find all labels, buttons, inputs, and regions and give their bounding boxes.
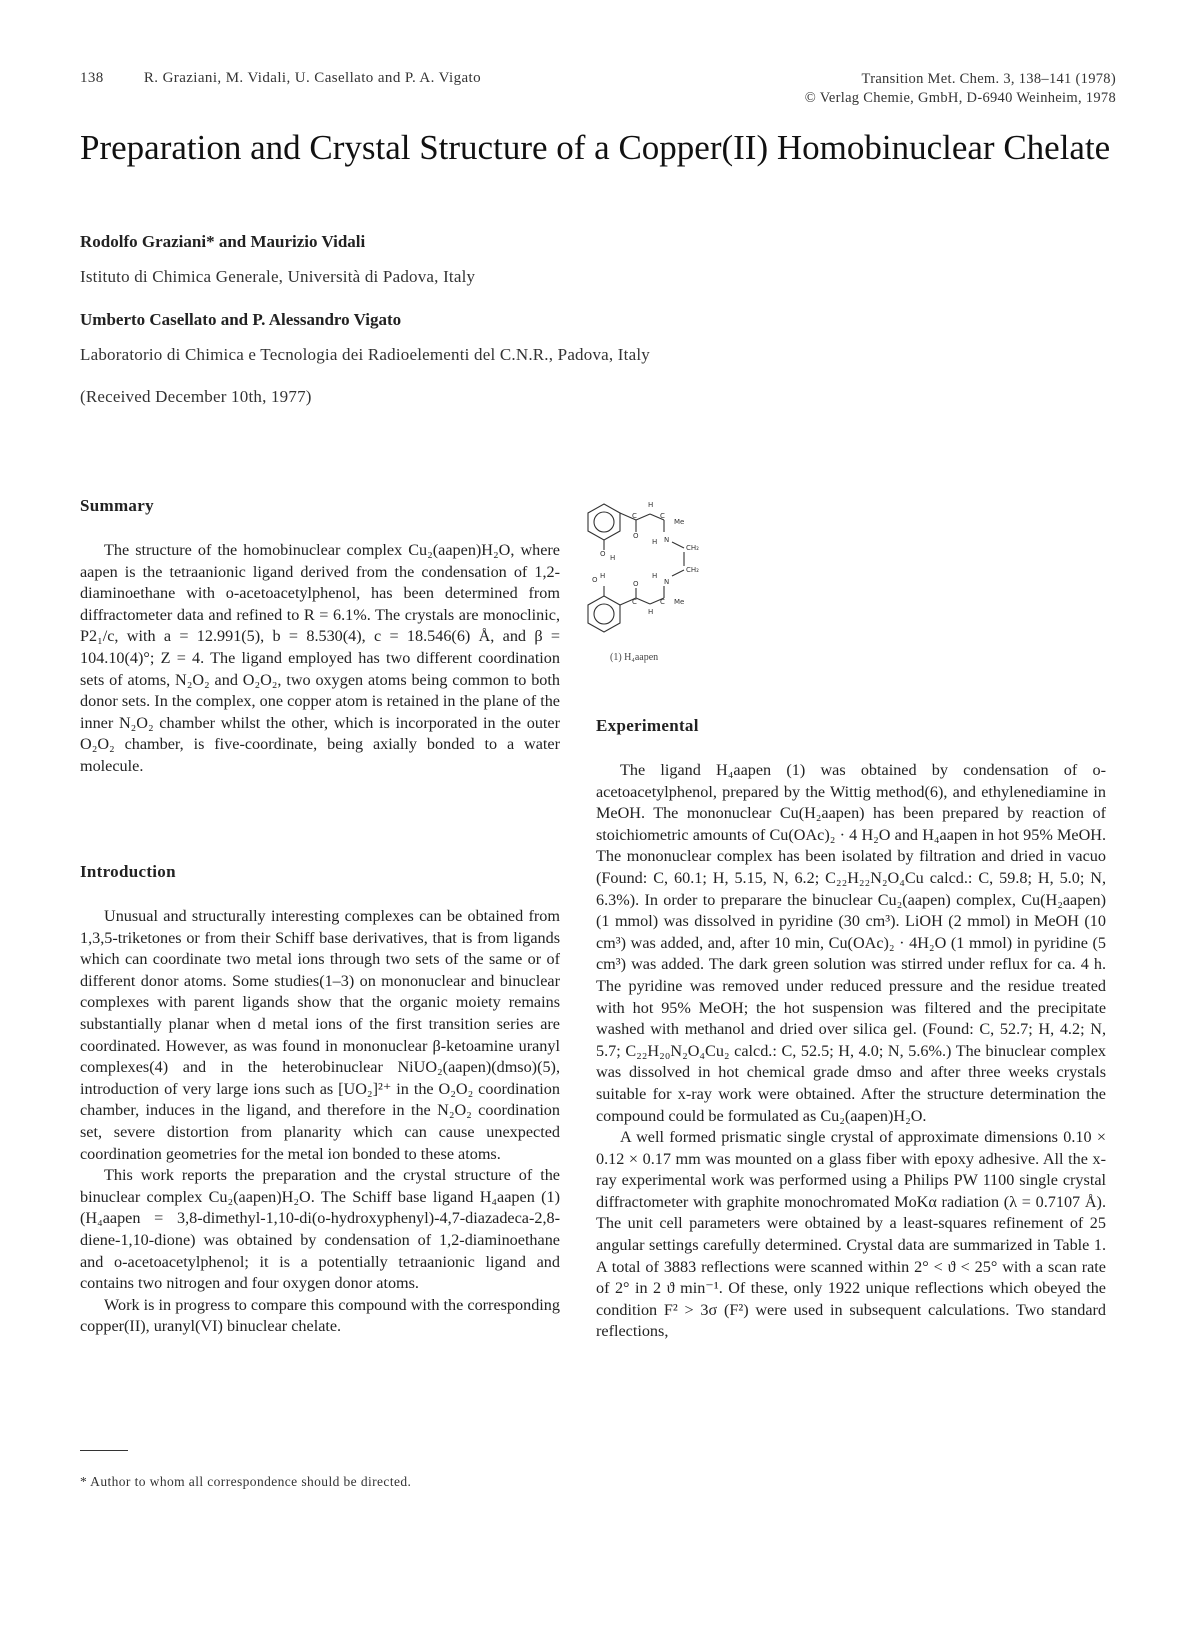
structure-label: CH₂ — [686, 566, 699, 574]
structure-label: CH₂ — [686, 544, 699, 552]
structure-label: O — [592, 576, 598, 584]
introduction-paragraph-3: Work is in progress to compare this compound with the corresponding copper(II), uranyl(VI) binuclear chelate. — [80, 1295, 560, 1336]
benzene-ring-top — [588, 504, 620, 540]
structure-label: C — [632, 598, 637, 606]
structure-label: C — [632, 512, 637, 520]
structure-label: H — [610, 554, 616, 562]
author-group-2: Umberto Casellato and P. Alessandro Vigato — [80, 310, 402, 329]
running-header-left — [80, 70, 481, 87]
experimental-paragraph-1: The ligand H₄aapen (1) was obtained by condensation of o-acetoacetylphenol, prepared by the Wittig method(6), and ethylenediamine in MeOH. The mononuclear Cu(H₂aapen) has been prepared by reaction of stoichiometric amounts of Cu(OAc)₂ · 4 H₂O and H₄aapen in hot 95% MeOH. The mononuclear complex has been isolated by filtration and dried in vacuo (Found: C, 60.1; H, 5.15, N, 6.2; C₂₂H₂₂N₂O₄Cu calcd.: C, 59.8; H, 5.0; N, 6.3%). In order to preparare the binuclear Cu₂(aapen) complex, Cu(H₂aapen) (1 mmol) was dissolved in pyridine (30 cm³). LiOH (2 mmol) in MeOH (10 cm³) was added, and, after 10 min, Cu(OAc)₂ · 4H₂O (1 mmol) in pyridine (5 cm³) was added. The dark green solution was stirred under reflux for ca. 4 h. The pyridine was removed under reduced pressure and the residue treated with hot 95% MeOH; the hot suspension was filtered and the precipitate washed with methanol and dried over silica gel. (Found: C, 52.7; H, 4.2; N, 5.7; C₂₂H₂₀N₂O₄Cu₂ calcd.: C, 52.5; H, 4.0; N, 5.6%.) The binuclear complex was dissolved in hot chemical grade dmso and after three weeks crystals suitable for x-ray work were obtained. After the structure determination the compound could be formulated as Cu₂(aapen)H₂O. — [596, 761, 1106, 1125]
structure-label: O — [600, 550, 606, 558]
structure-caption: (1) H₄aapen — [610, 652, 659, 663]
introduction-heading: Introduction — [80, 862, 176, 881]
experimental-heading: Experimental — [596, 716, 699, 735]
summary-body — [80, 540, 560, 778]
publisher-line: © Verlag Chemie, GmbH, D-6940 Weinheim, 1978 — [804, 90, 1116, 106]
structure-label: H — [652, 538, 658, 546]
structure-label: N — [664, 578, 670, 586]
structure-label: O — [633, 532, 639, 540]
structure-label: H — [648, 608, 654, 616]
footnote-rule — [80, 1450, 128, 1451]
structure-label: N — [664, 536, 670, 544]
journal-citation: Transition Met. Chem. 3, 138–141 (1978) — [861, 71, 1116, 87]
structure-label: H — [648, 501, 654, 509]
ligand-structure-diagram — [584, 494, 724, 644]
author-group-1: Rodolfo Graziani* and Maurizio Vidali — [80, 232, 366, 251]
structure-label: Me — [674, 518, 685, 526]
structure-label: H — [652, 572, 658, 580]
article-title: Preparation and Crystal Structure of a Copper(II) Homobinuclear Chelate — [80, 128, 1111, 167]
affiliation-2: Laboratorio di Chimica e Tecnologia dei Radioelementi del C.N.R., Padova, Italy — [80, 345, 650, 364]
structure-label: C — [660, 512, 665, 520]
introduction-paragraph-2: This work reports the preparation and the crystal structure of the binuclear complex Cu₂(aapen)H₂O. The Schiff base ligand H₄aapen (1) (H₄aapen = 3,8-dimethyl-1,10-di(o-hydroxyphenyl)-4,7-diazadeca-2,8-diene-1,10-dione) was obtained by condensation of 1,2-diaminoethane and o-acetoacetylphenol; it is a potentially tetraanionic ligand and contains two nitrogen and four oxygen donor atoms. — [80, 1166, 560, 1293]
experimental-paragraph-2: A well formed prismatic single crystal of approximate dimensions 0.10 × 0.12 × 0.17 mm was mounted on a glass fiber with epoxy adhesive. All the x-ray experimental work was performed using a Philips PW 1100 single crystal diffractometer with graphite monochromated MoKα radiation (λ = 0.7107 Å). The unit cell parameters were obtained by a least-squares refinement of 25 angular settings carefully determined. Crystal data are summarized in Table 1. A total of 3883 reflections were scanned within 2° < ϑ < 25° with a scan rate of 2° in 2 ϑ min⁻¹. Of these, only 1922 unique reflections which obeyed the condition F² > 3σ (F²) were used in subsequent calculations. Two standard reflections, — [596, 1128, 1106, 1341]
structure-label: H — [600, 572, 606, 580]
received-date: (Received December 10th, 1977) — [80, 387, 312, 406]
summary-heading: Summary — [80, 496, 154, 515]
structure-label: Me — [674, 598, 685, 606]
structure-label: O — [633, 580, 639, 588]
introduction-body — [80, 906, 560, 1338]
affiliation-1: Istituto di Chimica Generale, Università di Padova, Italy — [80, 267, 476, 286]
experimental-body — [596, 760, 1106, 1343]
page-number: 138 — [80, 70, 104, 86]
benzene-ring-bottom — [588, 596, 620, 632]
structure-label: C — [660, 598, 665, 606]
footnote: * Author to whom all correspondence should be directed. — [80, 1474, 412, 1489]
summary-text: The structure of the homobinuclear complex Cu₂(aapen)H₂O, where aapen is the tetraanionic ligand derived from the condensation of 1,2-diaminoethane with o-acetoacetylphenol, has been determined from diffractometer data and refined to R = 6.1%. The crystals are monoclinic, P2₁/c, with a = 12.991(5), b = 8.530(4), c = 18.546(6) Å, and β = 104.10(4)°; Z = 4. The ligand employed has two different coordination sets of atoms, N₂O₂ and O₂O₂, two oxygen atoms being common to both donor sets. In the complex, one copper atom is retained in the plane of the inner N₂O₂ chamber whilst the other, which is incorporated in the outer O₂O₂ chamber, is five-coordinate, being axially bonded to a water molecule. — [80, 541, 560, 775]
running-authors: R. Graziani, M. Vidali, U. Casellato and P. A. Vigato — [143, 70, 482, 86]
introduction-paragraph-1: Unusual and structurally interesting complexes can be obtained from 1,3,5-triketones or from their Schiff base derivatives, that is from ligands which can coordinate two metal ions through two sets of the same or of different donor atoms. Some studies(1–3) on mononuclear and binuclear complexes with parent ligands show that the organic moiety remains substantially planar when d metal ions of the first transition series are coordinated. However, as was found in mononuclear β-ketoamine uranyl complexes(4) and in the heterobinuclear NiUO₂(aapen)(dmso)(5), introduction of very large ions such as [UO₂]²⁺ in the O₂O₂ coordination chamber, induces in the ligand, and therefore in the N₂O₂ coordination set, severe distortion from planarity which can cause unexpected coordination geometries for the metal ion bonded to these atoms. — [80, 907, 560, 1163]
running-header-right — [805, 70, 1116, 108]
